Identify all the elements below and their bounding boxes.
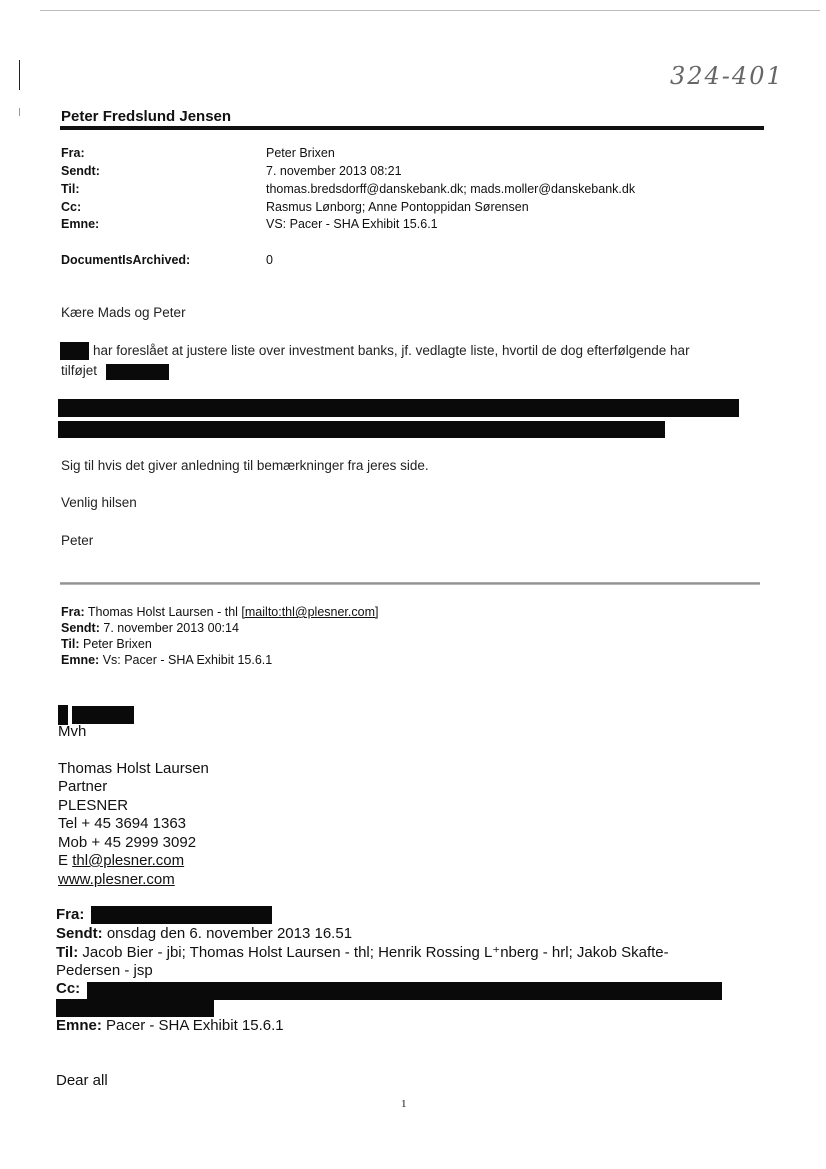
header-rule	[60, 126, 764, 130]
orig-emne-line	[56, 1017, 284, 1036]
fwd-sendt-value: 7. november 2013 00:14	[103, 621, 239, 635]
fwd-fra-line	[61, 604, 761, 620]
fwd-fra-label: Fra:	[61, 605, 85, 619]
greeting: Kære Mads og Peter	[61, 305, 186, 320]
redaction-block	[56, 999, 214, 1017]
redaction-block	[60, 342, 89, 360]
archived-label: DocumentIsArchived:	[61, 253, 191, 267]
paragraph-2: Sig til hvis det giver anledning til bemærkninger fra jeres side.	[61, 458, 429, 473]
separator-rule	[60, 582, 760, 585]
sig-company: PLESNER	[58, 796, 129, 814]
redaction-block	[87, 982, 722, 1000]
fwd-fra-value: Thomas Holst Laursen - thl	[87, 605, 238, 619]
redaction-block	[72, 706, 134, 724]
closing: Venlig hilsen	[61, 495, 137, 510]
sendt-label: Sendt:	[61, 164, 100, 178]
top-scan-line	[40, 10, 820, 11]
fwd-til-value: Peter Brixen	[83, 637, 152, 651]
orig-sendt-label: Sendt:	[56, 925, 103, 942]
sender-name: Peter Fredslund Jensen	[61, 108, 232, 125]
fra-label: Fra:	[61, 146, 85, 160]
page-number: 1	[401, 1098, 407, 1110]
sig-title: Partner	[58, 778, 108, 795]
fwd-til-line	[61, 636, 761, 652]
emne-value: VS: Pacer - SHA Exhibit 15.6.1	[266, 217, 438, 231]
redaction-block	[106, 364, 169, 380]
orig-til-line-2: Pedersen - jsp	[56, 962, 153, 979]
orig-til-value: Jacob Bier - jbi; Thomas Holst Laursen - thl; Henrik Rossing L⁺nberg - hrl; Jakob Skafte-	[82, 944, 669, 961]
orig-emne-value: Pacer - SHA Exhibit 15.6.1	[106, 1017, 284, 1034]
margin-mark	[19, 60, 20, 90]
cc-label: Cc:	[61, 200, 82, 214]
orig-fra-label: Fra:	[56, 906, 85, 923]
sig-web-link[interactable]: www.plesner.com	[58, 870, 175, 888]
redaction-block	[58, 421, 665, 438]
fwd-emne-label: Emne:	[61, 653, 100, 667]
sig-name: Thomas Holst Laursen	[58, 759, 209, 777]
redaction-block	[58, 705, 68, 725]
paragraph-1: har foreslået at justere liste over investment banks, jf. vedlagte liste, hvortil de dog efterfølgende har	[93, 343, 690, 358]
sig-tel: Tel + 45 3694 1363	[58, 815, 187, 832]
til-value: thomas.bredsdorff@danskebank.dk; mads.moller@danskebank.dk	[266, 182, 636, 196]
orig-til-line	[56, 944, 776, 963]
orig-fra-line	[56, 906, 84, 925]
fwd-til-label: Til:	[61, 637, 80, 651]
cc-value: Rasmus Lønborg; Anne Pontoppidan Sørensen	[266, 200, 529, 214]
fwd-sendt-label: Sendt:	[61, 621, 100, 635]
sig-email-line	[58, 852, 209, 871]
sig-email-link[interactable]: thl@plesner.com	[72, 852, 185, 869]
sendt-value: 7. november 2013 08:21	[266, 164, 402, 178]
orig-greeting: Dear all	[56, 1072, 108, 1089]
signoff: Peter	[61, 533, 94, 548]
fwd-emne-value: Vs: Pacer - SHA Exhibit 15.6.1	[102, 653, 273, 667]
orig-cc-label: Cc:	[56, 980, 81, 997]
fra-value: Peter Brixen	[266, 146, 335, 160]
fwd-mailto-link[interactable]: [mailto:thl@plesner.com]	[241, 605, 379, 619]
fwd-sendt-line	[61, 620, 761, 636]
sig-mob: Mob + 45 2999 3092	[58, 833, 197, 851]
redaction-block	[91, 906, 272, 924]
fwd-emne-line	[61, 652, 761, 668]
archived-value: 0	[266, 253, 273, 267]
handwritten-reference: 324-401	[670, 62, 784, 90]
sig-email-prefix: E	[58, 852, 69, 869]
orig-emne-label: Emne:	[56, 1017, 102, 1034]
mvh: Mvh	[58, 723, 87, 740]
orig-til-label: Til:	[56, 944, 79, 961]
signature-block	[58, 723, 209, 889]
orig-cc-line	[56, 980, 80, 999]
orig-sendt-value: onsdag den 6. november 2013 16.51	[106, 925, 353, 942]
emne-label: Emne:	[61, 217, 100, 231]
redaction-block	[58, 399, 739, 417]
margin-mark-small	[19, 108, 20, 116]
til-label: Til:	[61, 182, 80, 196]
orig-sendt-line	[56, 925, 352, 944]
forwarded-header	[61, 604, 761, 668]
paragraph-1-cont: tilføjet	[61, 363, 98, 378]
